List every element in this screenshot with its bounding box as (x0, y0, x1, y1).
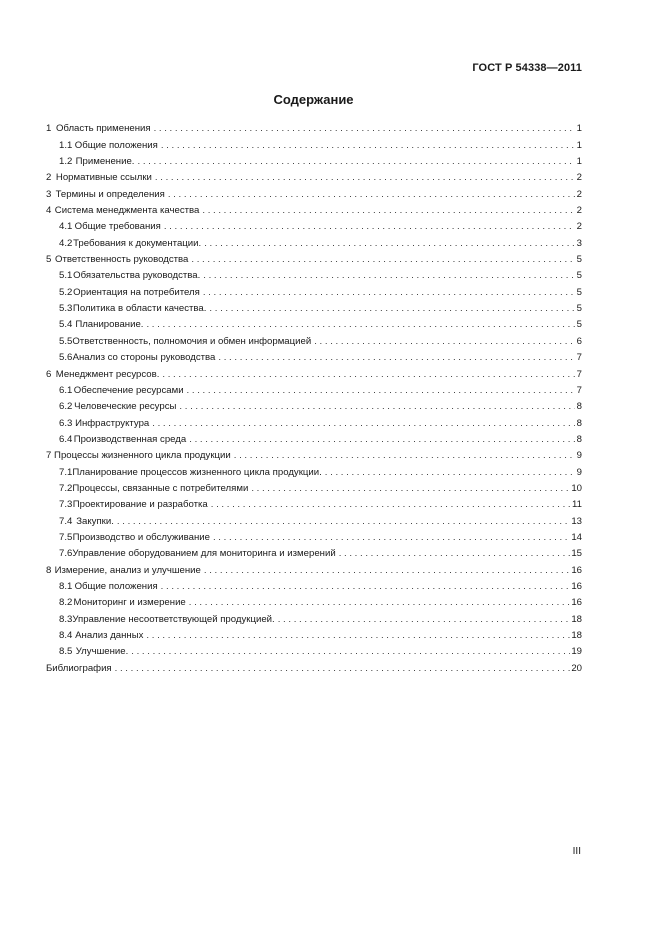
toc-entry-page: 15 (571, 548, 582, 560)
toc-entry-page: 5 (576, 319, 582, 331)
toc-entry-page: 5 (576, 286, 582, 298)
toc-entry[interactable] (46, 168, 582, 184)
toc-entry-page: 5 (576, 270, 582, 282)
toc-entry[interactable] (46, 299, 582, 315)
toc-entry-number: 7 (46, 450, 52, 462)
toc-entry-number: 5.6 (59, 352, 73, 364)
toc-dot-leader (168, 189, 575, 201)
toc-dot-leader (154, 123, 575, 135)
toc-entry-title: Менеджмент ресурсов. (55, 368, 160, 380)
toc-dot-leader (191, 254, 575, 266)
toc-dot-leader (155, 172, 575, 184)
toc-entry[interactable] (46, 381, 582, 397)
toc-entry-title: Измерение, анализ и улучшение (54, 564, 201, 576)
toc-entry-number: 8.1 (59, 580, 73, 592)
toc-entry-page: 20 (571, 662, 582, 674)
toc-entry-number: 5.1 (59, 270, 73, 282)
toc-entry[interactable] (46, 266, 582, 282)
toc-dot-leader (161, 581, 571, 593)
toc-dot-leader (152, 418, 575, 430)
toc-entry-title: Ориентация на потребителя (73, 286, 200, 298)
table-of-contents (46, 119, 582, 675)
toc-entry-page: 5 (576, 303, 582, 315)
toc-entry-title: Нормативные ссылки (55, 172, 152, 184)
toc-entry[interactable] (46, 560, 582, 576)
toc-dot-leader (146, 319, 575, 331)
toc-entry-page: 2 (576, 221, 582, 233)
toc-entry[interactable] (46, 479, 582, 495)
toc-entry-page: 13 (571, 515, 582, 527)
toc-entry-title: Производственная среда (73, 433, 187, 445)
toc-entry-page: 7 (576, 352, 582, 364)
toc-entry-number: 8.4 (59, 630, 73, 641)
toc-dot-leader (179, 401, 575, 413)
toc-entry-number: 1.1 (59, 139, 73, 151)
toc-entry-title: Общие положения (74, 580, 158, 592)
toc-dot-leader (137, 156, 575, 168)
toc-entry-title: Мониторинг и измерение (73, 597, 186, 609)
toc-entry-number: 1 (46, 123, 52, 135)
toc-dot-leader (209, 303, 575, 315)
toc-entry-number: 1.2 (59, 156, 73, 168)
toc-entry-title: Производство и обслуживание (72, 531, 210, 543)
toc-entry-number: 8.3 (59, 613, 73, 625)
toc-entry-number: 8.2 (59, 597, 73, 609)
toc-entry-number: 7.5 (59, 531, 73, 543)
toc-entry-title: Человеческие ресурсы (74, 401, 177, 413)
toc-entry[interactable] (46, 528, 582, 544)
toc-entry-title: Управление несоответствующей продукцией. (72, 613, 275, 625)
toc-entry-page: 8 (576, 417, 582, 429)
toc-entry-number: 5.5 (59, 335, 73, 347)
toc-entry[interactable] (46, 462, 582, 478)
toc-entry-page: 18 (571, 630, 582, 641)
toc-dot-leader (202, 205, 575, 217)
toc-entry-page: 18 (571, 613, 582, 625)
toc-entry[interactable] (46, 119, 582, 135)
toc-entry-number: 7.4 (59, 515, 73, 527)
toc-entry[interactable] (46, 495, 582, 511)
toc-entry-page: 7 (576, 384, 582, 396)
toc-entry-number: 6.1 (59, 384, 73, 396)
toc-dot-leader (218, 352, 575, 364)
toc-dot-leader (189, 434, 575, 446)
page-number: III (572, 846, 581, 857)
toc-dot-leader (117, 516, 570, 528)
toc-entry-title: Процессы жизненного цикла продукции (54, 450, 231, 462)
toc-entry[interactable] (46, 593, 582, 609)
toc-entry-page: 9 (576, 466, 582, 478)
toc-entry-page: 9 (576, 450, 582, 462)
toc-entry[interactable] (46, 348, 582, 364)
toc-entry-number: 4.1 (59, 221, 73, 233)
toc-dot-leader (161, 140, 575, 152)
toc-entry[interactable] (46, 135, 582, 151)
toc-entry-number: 7.3 (59, 499, 73, 511)
toc-entry[interactable] (46, 430, 582, 446)
toc-entry-title: Анализ данных (75, 630, 144, 641)
toc-entry-title: Обеспечение ресурсами (73, 384, 184, 396)
toc-entry[interactable] (46, 201, 582, 217)
toc-entry-number: 3 (46, 188, 52, 200)
toc-entry-number: 8 (46, 564, 52, 576)
toc-entry[interactable] (46, 331, 582, 347)
toc-entry[interactable] (46, 233, 582, 249)
toc-entry-number: 7.1 (59, 466, 73, 478)
toc-dot-leader (339, 548, 571, 560)
toc-dot-leader (314, 336, 575, 348)
toc-entry-title: Закупки. (76, 515, 114, 527)
toc-entry-title: Система менеджмента качества (54, 205, 200, 217)
toc-entry-title: Ответственность руководства (55, 254, 189, 266)
toc-entry-title: Анализ со стороны руководства (72, 352, 216, 364)
toc-entry-page: 16 (571, 597, 582, 609)
toc-entry-number: 6 (46, 368, 52, 380)
toc-entry-title: Улучшение. (75, 646, 129, 658)
toc-entry-number: 5.4 (59, 319, 73, 331)
toc-entry[interactable] (46, 250, 582, 266)
toc-dot-leader (325, 467, 575, 479)
toc-entry-title: Область применения (55, 123, 151, 135)
toc-entry[interactable] (46, 511, 582, 527)
toc-entry-number: 7.2 (59, 482, 73, 494)
toc-entry-number: 5.2 (59, 286, 73, 298)
toc-dot-leader (164, 221, 575, 233)
toc-dot-leader (204, 238, 575, 250)
toc-dot-leader (115, 663, 571, 675)
toc-entry-page: 3 (576, 237, 582, 249)
toc-entry-page: 19 (571, 646, 582, 658)
toc-entry-title: Обязательства руководства. (73, 270, 201, 282)
toc-entry-page: 2 (576, 188, 582, 200)
toc-entry[interactable] (46, 413, 582, 429)
toc-entry-title: Библиография (46, 662, 112, 674)
toc-entry[interactable] (46, 364, 582, 380)
toc-entry-page: 14 (571, 531, 582, 543)
toc-entry-number: 5 (46, 254, 52, 266)
toc-entry[interactable] (46, 626, 582, 642)
toc-entry-page: 16 (571, 564, 582, 576)
toc-entry[interactable] (46, 282, 582, 298)
toc-dot-leader (213, 532, 570, 544)
toc-entry-page: 7 (576, 368, 582, 380)
toc-entry-page: 8 (576, 433, 582, 445)
toc-dot-leader (189, 597, 571, 609)
toc-entry[interactable] (46, 217, 582, 233)
toc-entry-title: Ответственность, полномочия и обмен информацией (72, 335, 312, 347)
toc-entry-title: Инфраструктура (75, 417, 150, 429)
toc-entry-page: 8 (576, 401, 582, 413)
toc-entry-title: Планирование. (75, 319, 144, 331)
toc-entry-number: 2 (46, 172, 52, 184)
toc-dot-leader (211, 499, 571, 511)
toc-entry-title: Политика в области качества. (72, 303, 207, 315)
toc-dot-leader (131, 646, 570, 658)
toc-entry-title: Применение. (75, 156, 135, 168)
toc-dot-leader (203, 270, 575, 282)
toc-entry[interactable] (46, 397, 582, 413)
toc-entry-page: 16 (571, 580, 582, 592)
toc-entry[interactable] (46, 658, 582, 674)
toc-entry-title: Проектирование и разработка (72, 499, 208, 511)
toc-dot-leader (234, 450, 575, 462)
toc-dot-leader (162, 369, 575, 381)
toc-entry-page: 2 (576, 172, 582, 184)
toc-entry-title: Общие требования (74, 221, 161, 233)
toc-entry-page: 1 (576, 123, 582, 135)
toc-entry-number: 4 (46, 205, 52, 217)
toc-entry-page: 11 (572, 499, 582, 511)
toc-entry-page: 2 (576, 205, 582, 217)
toc-entry-title: Планирование процессов жизненного цикла продукции. (72, 466, 322, 478)
toc-entry-page: 1 (576, 156, 582, 168)
page-title: Содержание (273, 92, 354, 107)
toc-entry-page: 1 (576, 139, 582, 151)
standard-code: ГОСТ Р 54338—2011 (472, 62, 582, 74)
toc-entry-page: 5 (576, 254, 582, 266)
toc-entry[interactable] (46, 577, 582, 593)
toc-entry-page: 6 (576, 335, 582, 347)
toc-entry-number: 8.5 (59, 646, 73, 658)
toc-entry-page: 10 (571, 482, 582, 494)
toc-entry-number: 6.4 (59, 433, 73, 445)
toc-entry[interactable] (46, 544, 582, 560)
toc-dot-leader (203, 287, 575, 299)
toc-entry[interactable] (46, 184, 582, 200)
toc-dot-leader (146, 630, 570, 642)
toc-entry[interactable] (46, 609, 582, 625)
toc-dot-leader (251, 483, 570, 495)
toc-entry-title: Управление оборудованием для мониторинга и измерений (72, 548, 336, 560)
toc-dot-leader (187, 385, 575, 397)
toc-entry-title: Термины и определения (55, 188, 165, 200)
toc-entry[interactable] (46, 315, 582, 331)
toc-entry-number: 4.2 (59, 237, 73, 249)
toc-dot-leader (204, 565, 570, 577)
toc-entry-title: Процессы, связанные с потребителями (72, 482, 249, 494)
toc-entry-title: Требования к документации. (73, 237, 202, 249)
toc-entry-number: 6.3 (59, 417, 73, 429)
toc-entry-number: 5.3 (59, 303, 73, 315)
toc-entry[interactable] (46, 152, 582, 168)
toc-entry-title: Общие положения (74, 139, 158, 151)
toc-entry[interactable] (46, 642, 582, 658)
toc-entry[interactable] (46, 446, 582, 462)
toc-dot-leader (278, 614, 571, 626)
toc-entry-number: 7.6 (59, 548, 73, 560)
toc-entry-number: 6.2 (59, 401, 73, 413)
